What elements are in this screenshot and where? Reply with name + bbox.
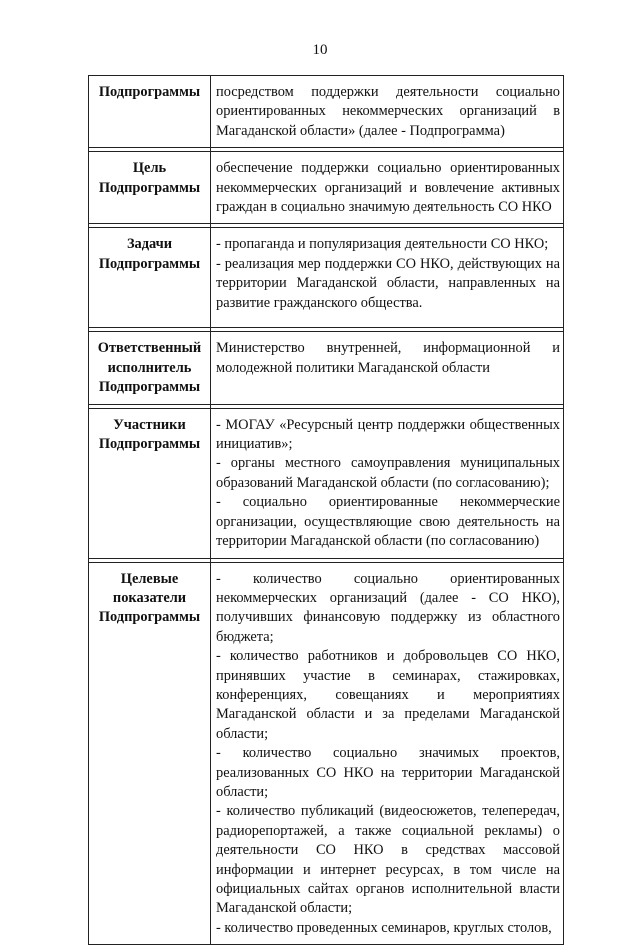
participant-item: - органы местного самоуправления муниципальных образований Магаданской области (по согласованию); <box>216 455 560 491</box>
page-number: 10 <box>312 42 328 58</box>
task-item: - реализация мер поддержки СО НКО, действующих на территории Магаданской области, направленных на развитие гражданского общества. <box>216 255 560 311</box>
indicator-item: - количество социально значимых проектов, реализованных СО НКО на территории Магаданской области; <box>216 745 560 800</box>
row-value-participants <box>211 408 564 558</box>
subprogram-passport-table <box>88 75 564 945</box>
row-value-goal: обеспечение поддержки социально ориентированных некоммерческих организаций и вовлечение активных граждан в социально значимую деятельность СО НКО <box>211 152 564 224</box>
row-label-responsible: Ответственный исполнитель Подпрограммы <box>89 332 211 404</box>
participant-item: - МОГАУ «Ресурсный центр поддержки общественных инициатив»; <box>216 416 560 453</box>
table-row <box>89 152 564 224</box>
table-row <box>89 408 564 558</box>
task-item: - пропаганда и популяризация деятельности СО НКО; <box>216 236 549 253</box>
row-value-subprogram: посредством поддержки деятельности социально ориентированных некоммерческих организаций в Магаданской области» (далее - Подпрограмма) <box>211 76 564 148</box>
row-value-tasks <box>211 228 564 328</box>
indicator-item: - количество работников и добровольцев СО НКО, принявших участие в семинарах, стажировках, конференциях, совещаниях и мероприятиях Магаданской области и за пределами Магаданской области; <box>216 648 560 742</box>
row-label-tasks: Задачи Подпрограммы <box>89 228 211 328</box>
row-label-indicators: Целевые показатели Подпрограммы <box>89 562 211 945</box>
indicator-item: - количество публикаций (видеосюжетов, телепередач, радиорепортажей, а также социальной рекламы) о деятельности СО НКО в средствах массовой информации и интернет ресурсах, в том числе на официальных сайтах органов исполнительной власти Магаданской области; <box>216 803 560 917</box>
row-label-participants: Участники Подпрограммы <box>89 408 211 558</box>
participant-item: - социально ориентированные некоммерческие организации, осуществляющие свою деятельность на территории Магаданской области (по согласованию) <box>216 494 560 550</box>
table-row <box>89 76 564 148</box>
row-label-subprogram: Подпрограммы <box>89 76 211 148</box>
table-row <box>89 332 564 404</box>
indicator-item: - количество проведенных семинаров, круглых столов, <box>216 919 552 936</box>
table-row <box>89 228 564 328</box>
indicator-item: - количество социально ориентированных некоммерческих организаций (далее - СО НКО), получивших финансовую поддержку из областного бюджета; <box>216 570 560 645</box>
row-value-indicators <box>211 562 564 945</box>
row-value-responsible: Министерство внутренней, информационной и молодежной политики Магаданской области <box>211 332 564 404</box>
row-label-goal: Цель Подпрограммы <box>89 152 211 224</box>
table-row <box>89 562 564 945</box>
